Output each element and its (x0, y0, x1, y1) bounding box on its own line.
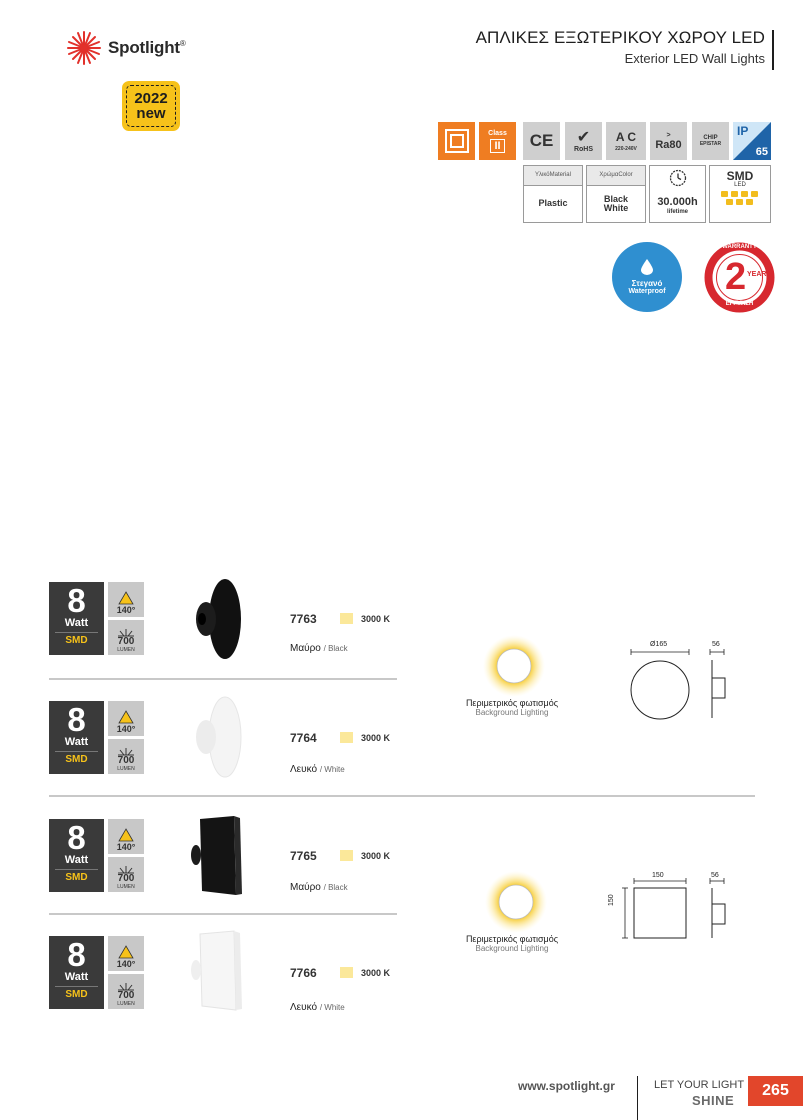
section-divider (49, 795, 755, 797)
depth-label: 56 (712, 641, 720, 648)
class-value: II (490, 139, 504, 153)
square-black-lamp-icon (190, 815, 246, 897)
product-code: 7763 (290, 612, 317, 626)
round-black-lamp-icon (190, 578, 246, 660)
ce-mark-icon: CE (523, 122, 560, 160)
product-code: 7765 (290, 849, 317, 863)
beam-angle-value: 140° (116, 605, 136, 615)
watt-unit: Watt (64, 617, 89, 629)
ip-label: IP (737, 124, 749, 138)
round-white-lamp-icon (190, 696, 246, 778)
beam-angle-block (108, 819, 144, 854)
chip-label: CHIP (703, 135, 718, 141)
beam-angle-value: 140° (116, 842, 136, 852)
watt-unit: Watt (64, 854, 89, 866)
square-white-lamp-icon (190, 930, 246, 1012)
clock-icon (669, 169, 687, 187)
ip65-icon (733, 122, 771, 160)
color-temp-swatch (340, 613, 353, 624)
page-subtitle: Exterior LED Wall Lights (624, 51, 765, 66)
brand-logo (66, 28, 216, 68)
ra-value: Ra80 (655, 138, 682, 151)
width-label: 150 (652, 872, 664, 879)
lighting-caption-gr: Περιμετρικός φωτισμός (465, 934, 559, 944)
waterproof-en: Waterproof (628, 288, 666, 295)
rohs-label: RoHS (573, 145, 594, 153)
brand-name: Spotlight (108, 38, 180, 57)
color-temp-swatch (340, 850, 353, 861)
led-chips-icon (720, 190, 760, 206)
color-name-en: / White (319, 1003, 345, 1012)
lifetime-spec (649, 165, 706, 223)
square-glow-illustration (484, 870, 548, 934)
wattage-block (49, 936, 104, 1009)
ip-value: 65 (755, 146, 768, 158)
lighting-caption-en: Background Lighting (475, 944, 549, 953)
waterproof-badge (612, 242, 682, 312)
waterproof-gr: Στεγανό (631, 279, 663, 288)
watt-unit: Watt (64, 736, 89, 748)
beam-angle-value: 140° (116, 959, 136, 969)
watt-unit: Watt (64, 971, 89, 983)
ra-prefix: > (666, 131, 671, 139)
color-temperature: 3000 K (361, 968, 391, 978)
color-name-gr: Λευκό (290, 764, 318, 775)
lumen-value: 700 (117, 755, 135, 766)
beam-angle-icon (118, 591, 134, 605)
footer-divider (637, 1076, 638, 1120)
depth-label: 56 (711, 872, 719, 879)
smd-sub: LED (734, 182, 746, 188)
color-name-gr: Μαύρο (290, 643, 321, 654)
smd-led-spec (709, 165, 771, 223)
class-label: Class (488, 129, 507, 137)
product-image-round-white (190, 696, 246, 778)
material-label-gr: Υλικό (535, 172, 550, 179)
diameter-label: Ø165 (650, 641, 668, 648)
brand-registered-mark: ® (179, 38, 186, 48)
row-divider (49, 678, 397, 680)
lifetime-label: lifetime (666, 208, 688, 215)
lumen-unit: LUMEN (117, 647, 135, 653)
lumen-value: 700 (117, 636, 135, 647)
led-type: SMD (55, 632, 98, 646)
watt-value: 8 (67, 819, 86, 856)
website-link[interactable]: www.spotlight.gr (518, 1079, 615, 1093)
check-icon: ✔ (576, 128, 591, 146)
badge-label: new (136, 105, 166, 122)
lighting-caption-gr: Περιμετρικός φωτισμός (465, 698, 559, 708)
chip-value: EPISTAR (699, 141, 722, 147)
height-label: 150 (608, 894, 615, 906)
color-name-en: / White (319, 765, 345, 774)
chip-epistar-icon (692, 122, 729, 160)
lighting-caption (442, 698, 582, 717)
lumen-block (108, 857, 144, 892)
tagline-line-2: SHINE (692, 1093, 735, 1108)
color-value-2: White (603, 203, 629, 213)
led-type: SMD (55, 751, 98, 765)
lumen-value: 700 (117, 990, 135, 1001)
product-color (290, 764, 345, 775)
lumen-unit: LUMEN (117, 884, 135, 890)
lighting-caption-en: Background Lighting (475, 708, 549, 717)
color-label-gr: Χρώμα (599, 172, 619, 179)
color-label-en: Color (618, 172, 633, 179)
led-type: SMD (55, 869, 98, 883)
color-name-gr: Μαύρο (290, 882, 321, 893)
tagline-line-1: LET YOUR LIGHT (654, 1079, 745, 1091)
material-spec (523, 165, 583, 223)
wattage-block (49, 582, 104, 655)
ra-icon (650, 122, 687, 160)
new-2022-badge (122, 81, 180, 131)
product-code: 7764 (290, 731, 317, 745)
lumen-block (108, 739, 144, 774)
class-ii-icon (479, 122, 516, 160)
round-dimension-drawing (626, 640, 746, 720)
beam-angle-icon (118, 710, 134, 724)
lumen-block (108, 620, 144, 655)
beam-angle-value: 140° (116, 724, 136, 734)
round-glow-illustration (482, 634, 546, 698)
title-divider (772, 30, 774, 70)
color-temperature: 3000 K (361, 614, 391, 624)
product-code: 7766 (290, 966, 317, 980)
lifetime-value: 30.000h (657, 196, 698, 209)
smd-label: SMD (726, 169, 754, 183)
warranty-unit: YEAR (747, 271, 767, 278)
wattage-block (49, 701, 104, 774)
material-label-en: Material (549, 172, 571, 179)
badge-year: 2022 (134, 90, 168, 107)
beam-angle-block (108, 936, 144, 971)
ac-range: 220-240V (615, 145, 637, 152)
spotlight-star-icon (66, 30, 102, 66)
material-value: Plastic (538, 198, 568, 209)
watt-value: 8 (67, 701, 86, 738)
watt-value: 8 (67, 582, 86, 619)
lumen-unit: LUMEN (117, 766, 135, 772)
warranty-top: WARRANTY (722, 244, 757, 250)
water-drop-icon (641, 259, 653, 275)
warranty-badge (703, 241, 776, 314)
color-spec (586, 165, 646, 223)
square-dimension-drawing (610, 870, 750, 945)
indoor-outdoor-icon (438, 122, 475, 160)
color-value-1: Black (603, 193, 629, 204)
color-temp-swatch (340, 732, 353, 743)
color-temp-swatch (340, 967, 353, 978)
wattage-block (49, 819, 104, 892)
beam-angle-block (108, 582, 144, 617)
product-color (290, 643, 348, 654)
warranty-bottom: ΕΓΓΥΗΣΗ (725, 301, 754, 307)
ac-label: A C (615, 129, 637, 144)
square-dimension-icon (610, 870, 750, 945)
product-image-square-black (190, 815, 246, 897)
row-divider (49, 913, 397, 915)
color-name-en: / Black (323, 883, 348, 892)
page-title: ΑΠΛΙΚΕΣ ΕΞΩΤΕΡΙΚΟΥ ΧΩΡΟΥ LED (475, 28, 765, 47)
lumen-unit: LUMEN (117, 1001, 135, 1007)
color-name-gr: Λευκό (290, 1002, 318, 1013)
product-image-square-white (190, 930, 246, 1012)
color-name-en: / Black (323, 644, 348, 653)
warranty-value: 2 (725, 256, 747, 298)
page-number: 265 (748, 1076, 803, 1106)
beam-angle-icon (118, 828, 134, 842)
product-color (290, 1002, 345, 1013)
rohs-icon (565, 122, 602, 160)
round-glow-icon (482, 634, 546, 698)
led-type: SMD (55, 986, 98, 1000)
color-temperature: 3000 K (361, 851, 391, 861)
product-color (290, 882, 348, 893)
product-image-round-black (190, 578, 246, 660)
color-temperature: 3000 K (361, 733, 391, 743)
lumen-block (108, 974, 144, 1009)
lumen-value: 700 (117, 873, 135, 884)
beam-angle-icon (118, 945, 134, 959)
lighting-caption (442, 934, 582, 953)
beam-angle-block (108, 701, 144, 736)
square-glow-icon (484, 870, 548, 934)
ac-voltage-icon (606, 122, 646, 160)
round-dimension-icon (626, 640, 746, 720)
watt-value: 8 (67, 936, 86, 973)
